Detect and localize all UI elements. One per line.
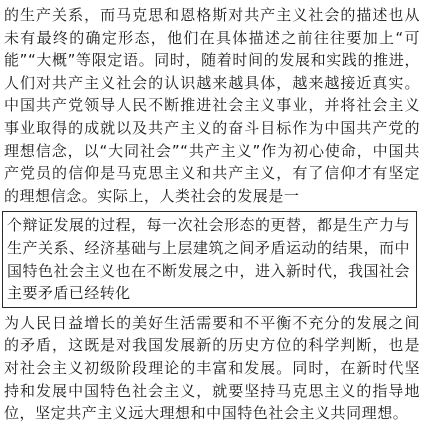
body-paragraph-after: 为人民日益增长的美好生活需要和不平衡不充分的发展之间的矛盾，这既是对我国发展新的历史方位的科学判断，也是对社会主义初级阶段理论的丰富和发展。同时，在新时代坚持和发展中国特色社会主义，就要坚持马克思主义的指导地位，坚定共产主义远大理想和中国特色社会主义共同理想。	[4, 313, 420, 423]
highlighted-text-box	[2, 211, 417, 307]
body-paragraph-before: 的生产关系，而马克思和恩格斯对共产主义社会的描述也从未有最终的确定形态，他们在具体描述之前往往要加上“可能”“大概”等限定语。同时，随着时间的发展和实践的推进，人们对共产主义社会的认识越来越具体，越来越接近真实。中国共产党领导人民不断推进社会主义事业，并将社会主义事业取得的成就以及共产主义的奋斗目标作为中国共产党的理想信念，以“大同社会”“共产主义”作为初心使命，中国共产党员的信仰是马克思主义和共产主义，有了信仰才有坚定的理想信念。实际上，人类社会的发展是一	[4, 6, 420, 205]
document-page	[4, 4, 420, 425]
highlighted-paragraph: 个辩证发展的过程，每一次社会形态的更替，都是生产力与生产关系、经济基础与上层建筑之间矛盾运动的结果，而中国特色社会主义也在不断发展之中，进入新时代，我国社会主要矛盾已经转化	[7, 216, 410, 303]
